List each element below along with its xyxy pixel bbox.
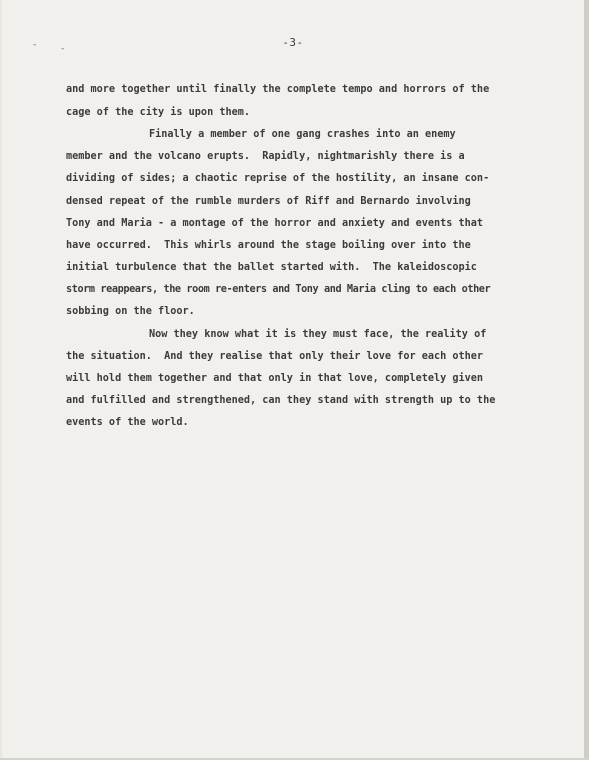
text-line: sobbing on the floor. xyxy=(66,306,195,317)
page-edge-shadow xyxy=(584,0,589,760)
stray-mark: - xyxy=(60,44,66,54)
text-line: will hold them together and that only in that love, completely given xyxy=(66,373,484,384)
text-line: Now they know what it is they must face, the reality of xyxy=(149,329,487,340)
text-line: member and the volcano erupts. Rapidly, nightmarishly there is a xyxy=(66,151,465,162)
document-page xyxy=(2,0,584,758)
page-number: -3- xyxy=(282,36,304,49)
text-line: and fulfilled and strengthened, can they stand with strength up to the xyxy=(66,395,496,406)
text-line: densed repeat of the rumble murders of Riff and Bernardo involving xyxy=(66,196,471,207)
stray-mark: - xyxy=(32,40,38,50)
text-line: the situation. And they realise that only their love for each other xyxy=(66,351,484,362)
text-line: dividing of sides; a chaotic reprise of the hostility, an insane con- xyxy=(66,173,490,184)
text-line: have occurred. This whirls around the stage boiling over into the xyxy=(66,240,471,251)
text-line: and more together until finally the complete tempo and horrors of the xyxy=(66,84,490,95)
text-line: initial turbulence that the ballet started with. The kaleidoscopic xyxy=(66,262,477,273)
text-line: storm reappears, the room re-enters and Tony and Maria cling to each other xyxy=(66,284,491,295)
text-line: Tony and Maria - a montage of the horror and anxiety and events that xyxy=(66,218,484,229)
text-line: Finally a member of one gang crashes into an enemy xyxy=(149,129,456,140)
text-line: events of the world. xyxy=(66,417,189,428)
text-line: cage of the city is upon them. xyxy=(66,107,251,118)
